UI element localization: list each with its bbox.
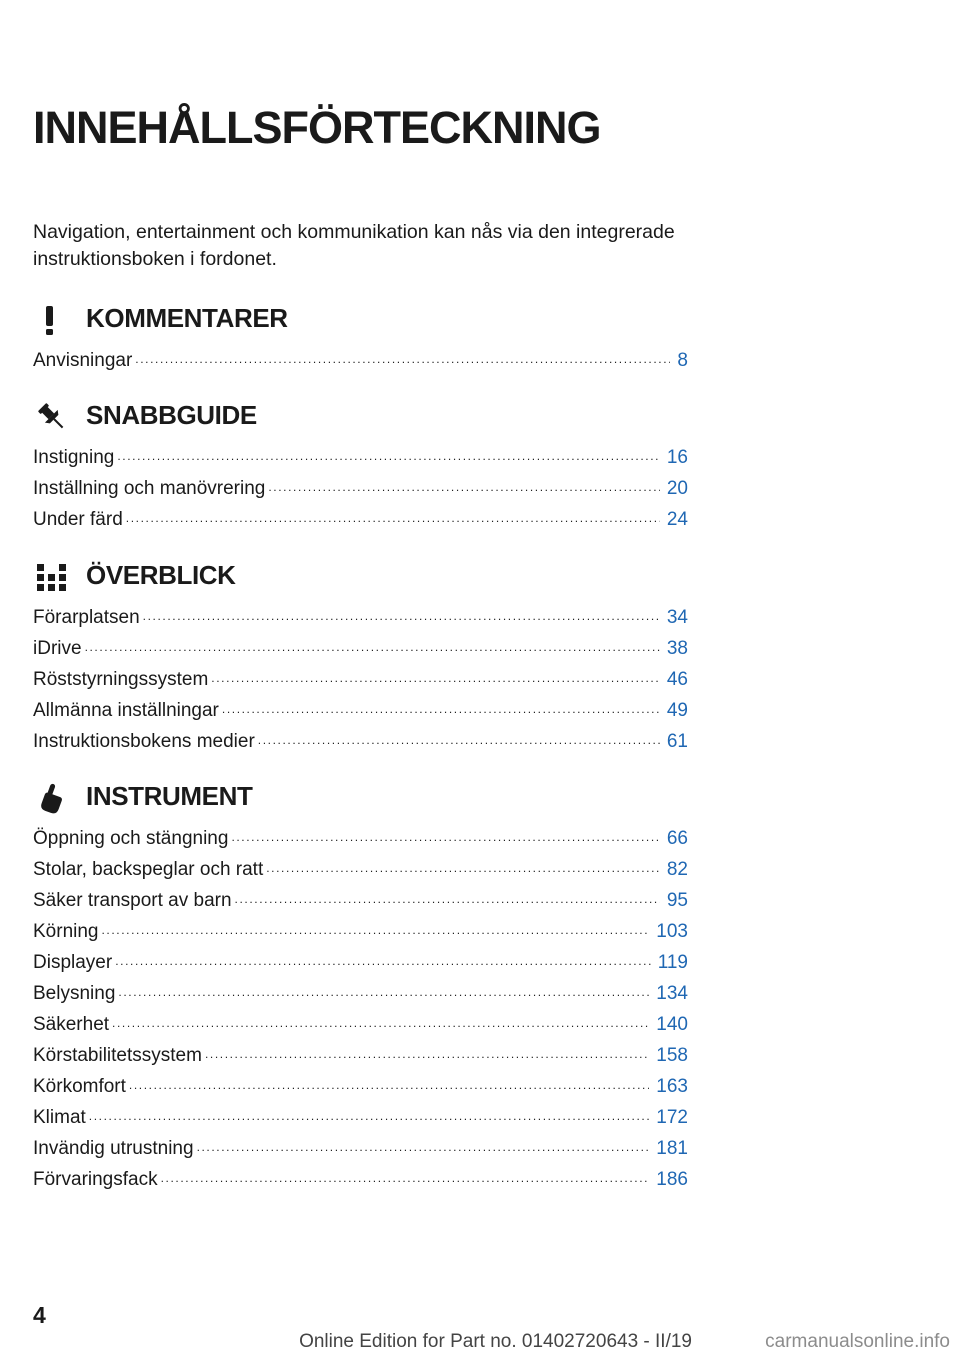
exclamation-icon	[33, 304, 69, 336]
toc-entry[interactable]	[33, 913, 688, 944]
dot-leader	[112, 1013, 649, 1033]
entry-label: Anvisningar	[33, 350, 133, 371]
dot-leader	[115, 951, 651, 971]
section-header	[33, 557, 688, 599]
toc-entry[interactable]	[33, 851, 688, 882]
entry-label: Körstabilitetssystem	[33, 1045, 202, 1066]
toc-entry[interactable]	[33, 630, 688, 661]
section-title: SNABBGUIDE	[86, 400, 257, 430]
dot-leader	[222, 699, 660, 719]
entry-label: Säkerhet	[33, 1014, 110, 1035]
entry-page-link[interactable]: 119	[657, 952, 688, 973]
dot-leader	[205, 1044, 649, 1064]
pointing-hand-icon	[33, 782, 69, 814]
entry-label: Stolar, backspeglar och ratt	[33, 859, 264, 880]
entry-page-link[interactable]: 49	[666, 700, 688, 721]
edition-footer: Online Edition for Part no. 01402720643 - II/19	[299, 1331, 692, 1352]
toc-entry[interactable]	[33, 661, 688, 692]
entry-label: Instruktionsbokens medier	[33, 731, 255, 752]
entry-label: Körkomfort	[33, 1076, 126, 1097]
dot-leader	[211, 668, 660, 688]
watermark: carmanualsonline.info	[765, 1331, 950, 1352]
page-title: INNEHÅLLSFÖRTECKNING	[33, 102, 601, 153]
entry-page-link[interactable]: 82	[666, 859, 688, 880]
entry-page-link[interactable]: 61	[666, 731, 688, 752]
toc-entry[interactable]	[33, 1161, 688, 1192]
section-entries	[33, 599, 688, 754]
entry-page-link[interactable]: 158	[656, 1045, 688, 1066]
entry-page-link[interactable]: 34	[666, 607, 688, 628]
entry-label: Förarplatsen	[33, 607, 140, 628]
section-header	[33, 778, 688, 820]
entry-page-link[interactable]: 134	[656, 983, 688, 1004]
entry-page-link[interactable]: 66	[666, 828, 688, 849]
toc-entry[interactable]	[33, 439, 688, 470]
entry-label: Displayer	[33, 952, 113, 973]
grid-icon	[33, 561, 69, 593]
dot-leader	[85, 637, 660, 657]
toc-entry[interactable]	[33, 692, 688, 723]
entry-page-link[interactable]: 20	[666, 478, 688, 499]
toc-entry[interactable]	[33, 1037, 688, 1068]
toc-entry[interactable]	[33, 1099, 688, 1130]
intro-text: Navigation, entertainment och kommunikation kan nås via den integrerade instruktionsboken i fordonet.	[33, 221, 675, 270]
toc-entry[interactable]	[33, 501, 688, 532]
section-title: ÖVERBLICK	[86, 560, 236, 590]
toc-entry[interactable]	[33, 470, 688, 501]
dot-leader	[129, 1075, 649, 1095]
dot-leader	[268, 477, 660, 497]
toc-entry[interactable]	[33, 1068, 688, 1099]
section-title: KOMMENTARER	[86, 303, 288, 333]
entry-page-link[interactable]: 24	[666, 509, 688, 530]
dot-leader	[266, 858, 660, 878]
dot-leader	[197, 1137, 650, 1157]
toc-entry[interactable]	[33, 1130, 688, 1161]
dot-leader	[102, 920, 650, 940]
dot-leader	[258, 730, 660, 750]
toc-entry[interactable]	[33, 599, 688, 630]
entry-page-link[interactable]: 140	[656, 1014, 688, 1035]
dot-leader	[135, 349, 670, 369]
dot-leader	[118, 982, 649, 1002]
toc-section-instrument	[33, 778, 688, 1192]
entry-label: Invändig utrustning	[33, 1138, 194, 1159]
entry-label: Förvaringsfack	[33, 1169, 158, 1190]
entry-label: Belysning	[33, 983, 116, 1004]
entry-label: iDrive	[33, 638, 82, 659]
entry-label: Under färd	[33, 509, 123, 530]
entry-page-link[interactable]: 38	[666, 638, 688, 659]
toc-entry[interactable]	[33, 1006, 688, 1037]
dot-leader	[235, 889, 660, 909]
entry-label: Säker transport av barn	[33, 890, 232, 911]
dot-leader	[161, 1168, 650, 1188]
entry-page-link[interactable]: 16	[666, 447, 688, 468]
dot-leader	[143, 606, 660, 626]
toc-entry[interactable]	[33, 723, 688, 754]
toc-entry[interactable]	[33, 820, 688, 851]
entry-label: Klimat	[33, 1107, 86, 1128]
entry-page-link[interactable]: 163	[656, 1076, 688, 1097]
entry-page-link[interactable]: 8	[677, 350, 688, 371]
toc-section-overblick	[33, 557, 688, 754]
dot-leader	[117, 446, 660, 466]
toc-entry[interactable]	[33, 975, 688, 1006]
section-header	[33, 300, 688, 342]
entry-page-link[interactable]: 181	[656, 1138, 688, 1159]
toc-entry[interactable]	[33, 882, 688, 913]
entry-page-link[interactable]: 46	[666, 669, 688, 690]
toc-entry[interactable]	[33, 342, 688, 373]
entry-label: Inställning och manövrering	[33, 478, 266, 499]
toc-section-kommentarer	[33, 300, 688, 373]
pushpin-icon	[33, 401, 69, 433]
page-number: 4	[33, 1302, 46, 1328]
entry-label: Körning	[33, 921, 99, 942]
entry-label: Röststyrningssystem	[33, 669, 209, 690]
dot-leader	[231, 827, 659, 847]
section-entries	[33, 342, 688, 373]
section-entries	[33, 439, 688, 532]
entry-page-link[interactable]: 103	[656, 921, 688, 942]
entry-label: Allmänna inställningar	[33, 700, 219, 721]
section-entries	[33, 820, 688, 1192]
section-header	[33, 397, 688, 439]
dot-leader	[126, 508, 660, 528]
entry-page-link[interactable]: 95	[666, 890, 688, 911]
entry-page-link[interactable]: 186	[656, 1169, 688, 1190]
section-title: INSTRUMENT	[86, 781, 253, 811]
toc-section-snabbguide	[33, 397, 688, 532]
entry-label: Öppning och stängning	[33, 828, 229, 849]
entry-label: Instigning	[33, 447, 115, 468]
toc-entry[interactable]	[33, 944, 688, 975]
dot-leader	[89, 1106, 650, 1126]
entry-page-link[interactable]: 172	[656, 1107, 688, 1128]
